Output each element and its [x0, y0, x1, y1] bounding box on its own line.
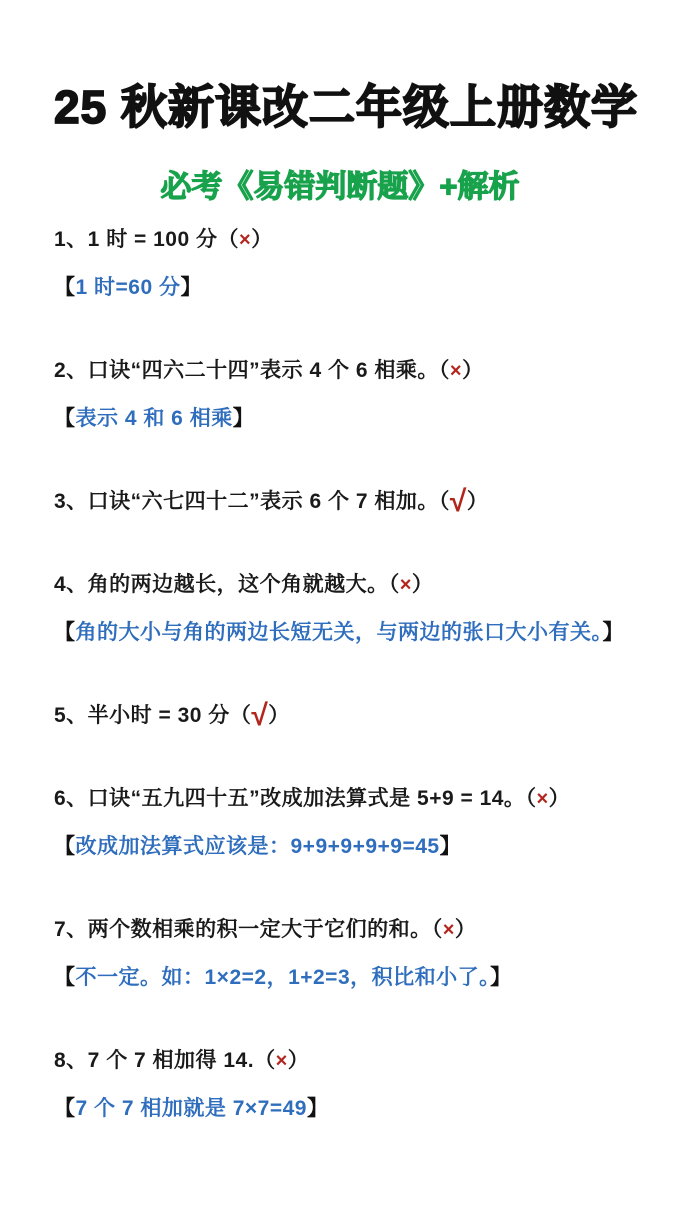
question-block-2: [54, 347, 626, 443]
close-bracket: 】: [306, 1097, 329, 1120]
answer-text: [54, 954, 626, 1002]
open-paren: （: [229, 704, 252, 727]
open-bracket: 【: [54, 835, 76, 858]
wrong-mark-icon: ×: [536, 788, 549, 810]
wrong-mark-icon: ×: [239, 229, 252, 251]
wrong-mark-icon: ×: [442, 919, 455, 941]
open-bracket: 【: [54, 407, 76, 430]
answer-text: [54, 1085, 626, 1133]
open-bracket: 【: [54, 621, 76, 644]
open-bracket: 【: [54, 966, 76, 989]
open-bracket: 【: [54, 1097, 76, 1120]
open-paren: （: [388, 573, 400, 596]
question-statement: 6、口诀“五九四十五”改成加法算式是 5+9 = 14。: [54, 787, 526, 810]
answer-explanation: 改成加法算式应该是：9+9+9+9+9=45: [75, 835, 440, 858]
close-paren: ）: [251, 228, 273, 251]
question-text: [54, 561, 626, 609]
open-paren: （: [438, 359, 450, 382]
open-paren: （: [438, 490, 450, 513]
question-text: [54, 216, 626, 264]
question-text: [54, 692, 626, 740]
question-statement: 3、口诀“六七四十二”表示 6 个 7 相加。: [54, 490, 439, 513]
close-paren: ）: [454, 918, 477, 941]
check-mark-icon: √: [251, 699, 269, 732]
question-block-5: [54, 692, 626, 740]
close-paren: ）: [411, 573, 434, 596]
close-bracket: 】: [439, 835, 462, 858]
close-bracket: 】: [180, 276, 202, 299]
open-paren: （: [217, 228, 239, 251]
question-statement: 2、口诀“四六二十四”表示 4 个 6 相乘。: [54, 359, 439, 382]
answer-explanation: 表示 4 和 6 相乘: [75, 407, 233, 430]
question-text: [54, 478, 626, 526]
question-block-4: [54, 561, 626, 657]
question-statement: 7、两个数相乘的积一定大于它们的和。: [54, 918, 432, 941]
question-text: [54, 347, 626, 395]
question-block-3: [54, 478, 626, 526]
open-paren: （: [431, 918, 443, 941]
answer-text: [54, 395, 626, 443]
question-statement: 1、1 时 = 100 分: [54, 228, 218, 251]
page-subtitle: 必考《易错判断题》+解析: [160, 169, 520, 204]
wrong-mark-icon: ×: [275, 1050, 288, 1072]
close-paren: ）: [466, 490, 489, 513]
wrong-mark-icon: ×: [399, 574, 412, 596]
question-list: [54, 216, 626, 1133]
check-mark-icon: √: [449, 485, 467, 518]
wrong-mark-icon: ×: [449, 360, 463, 382]
close-paren: ）: [462, 359, 484, 382]
question-statement: 5、半小时 = 30 分: [54, 704, 230, 727]
open-bracket: 【: [54, 276, 76, 299]
answer-explanation: 不一定。如：1×2=2，1+2=3，积比和小了。: [75, 966, 491, 989]
question-text: [54, 906, 626, 954]
question-block-1: [54, 216, 626, 312]
question-text: [54, 775, 626, 823]
question-text: [54, 1037, 626, 1085]
close-paren: ）: [268, 704, 290, 727]
close-paren: ）: [548, 787, 571, 810]
answer-explanation: 1 时=60 分: [75, 276, 181, 299]
question-block-7: [54, 906, 626, 1002]
close-paren: ）: [287, 1049, 310, 1072]
open-paren: （: [254, 1049, 276, 1072]
question-block-6: [54, 775, 626, 871]
answer-explanation: 7 个 7 相加就是 7×7=49: [75, 1097, 307, 1120]
page-title: 25 秋新课改二年级上册数学: [54, 81, 638, 133]
answer-explanation: 角的大小与角的两边长短无关，与两边的张口大小有关。: [75, 621, 603, 644]
close-bracket: 】: [232, 407, 255, 430]
close-bracket: 】: [602, 621, 624, 644]
question-block-8: [54, 1037, 626, 1133]
close-bracket: 】: [490, 966, 512, 989]
answer-text: [54, 609, 626, 657]
open-paren: （: [525, 787, 537, 810]
question-statement: 8、7 个 7 相加得 14.: [54, 1049, 255, 1072]
answer-text: [54, 823, 626, 871]
question-statement: 4、角的两边越长，这个角就越大。: [54, 573, 389, 596]
answer-text: [54, 264, 626, 312]
